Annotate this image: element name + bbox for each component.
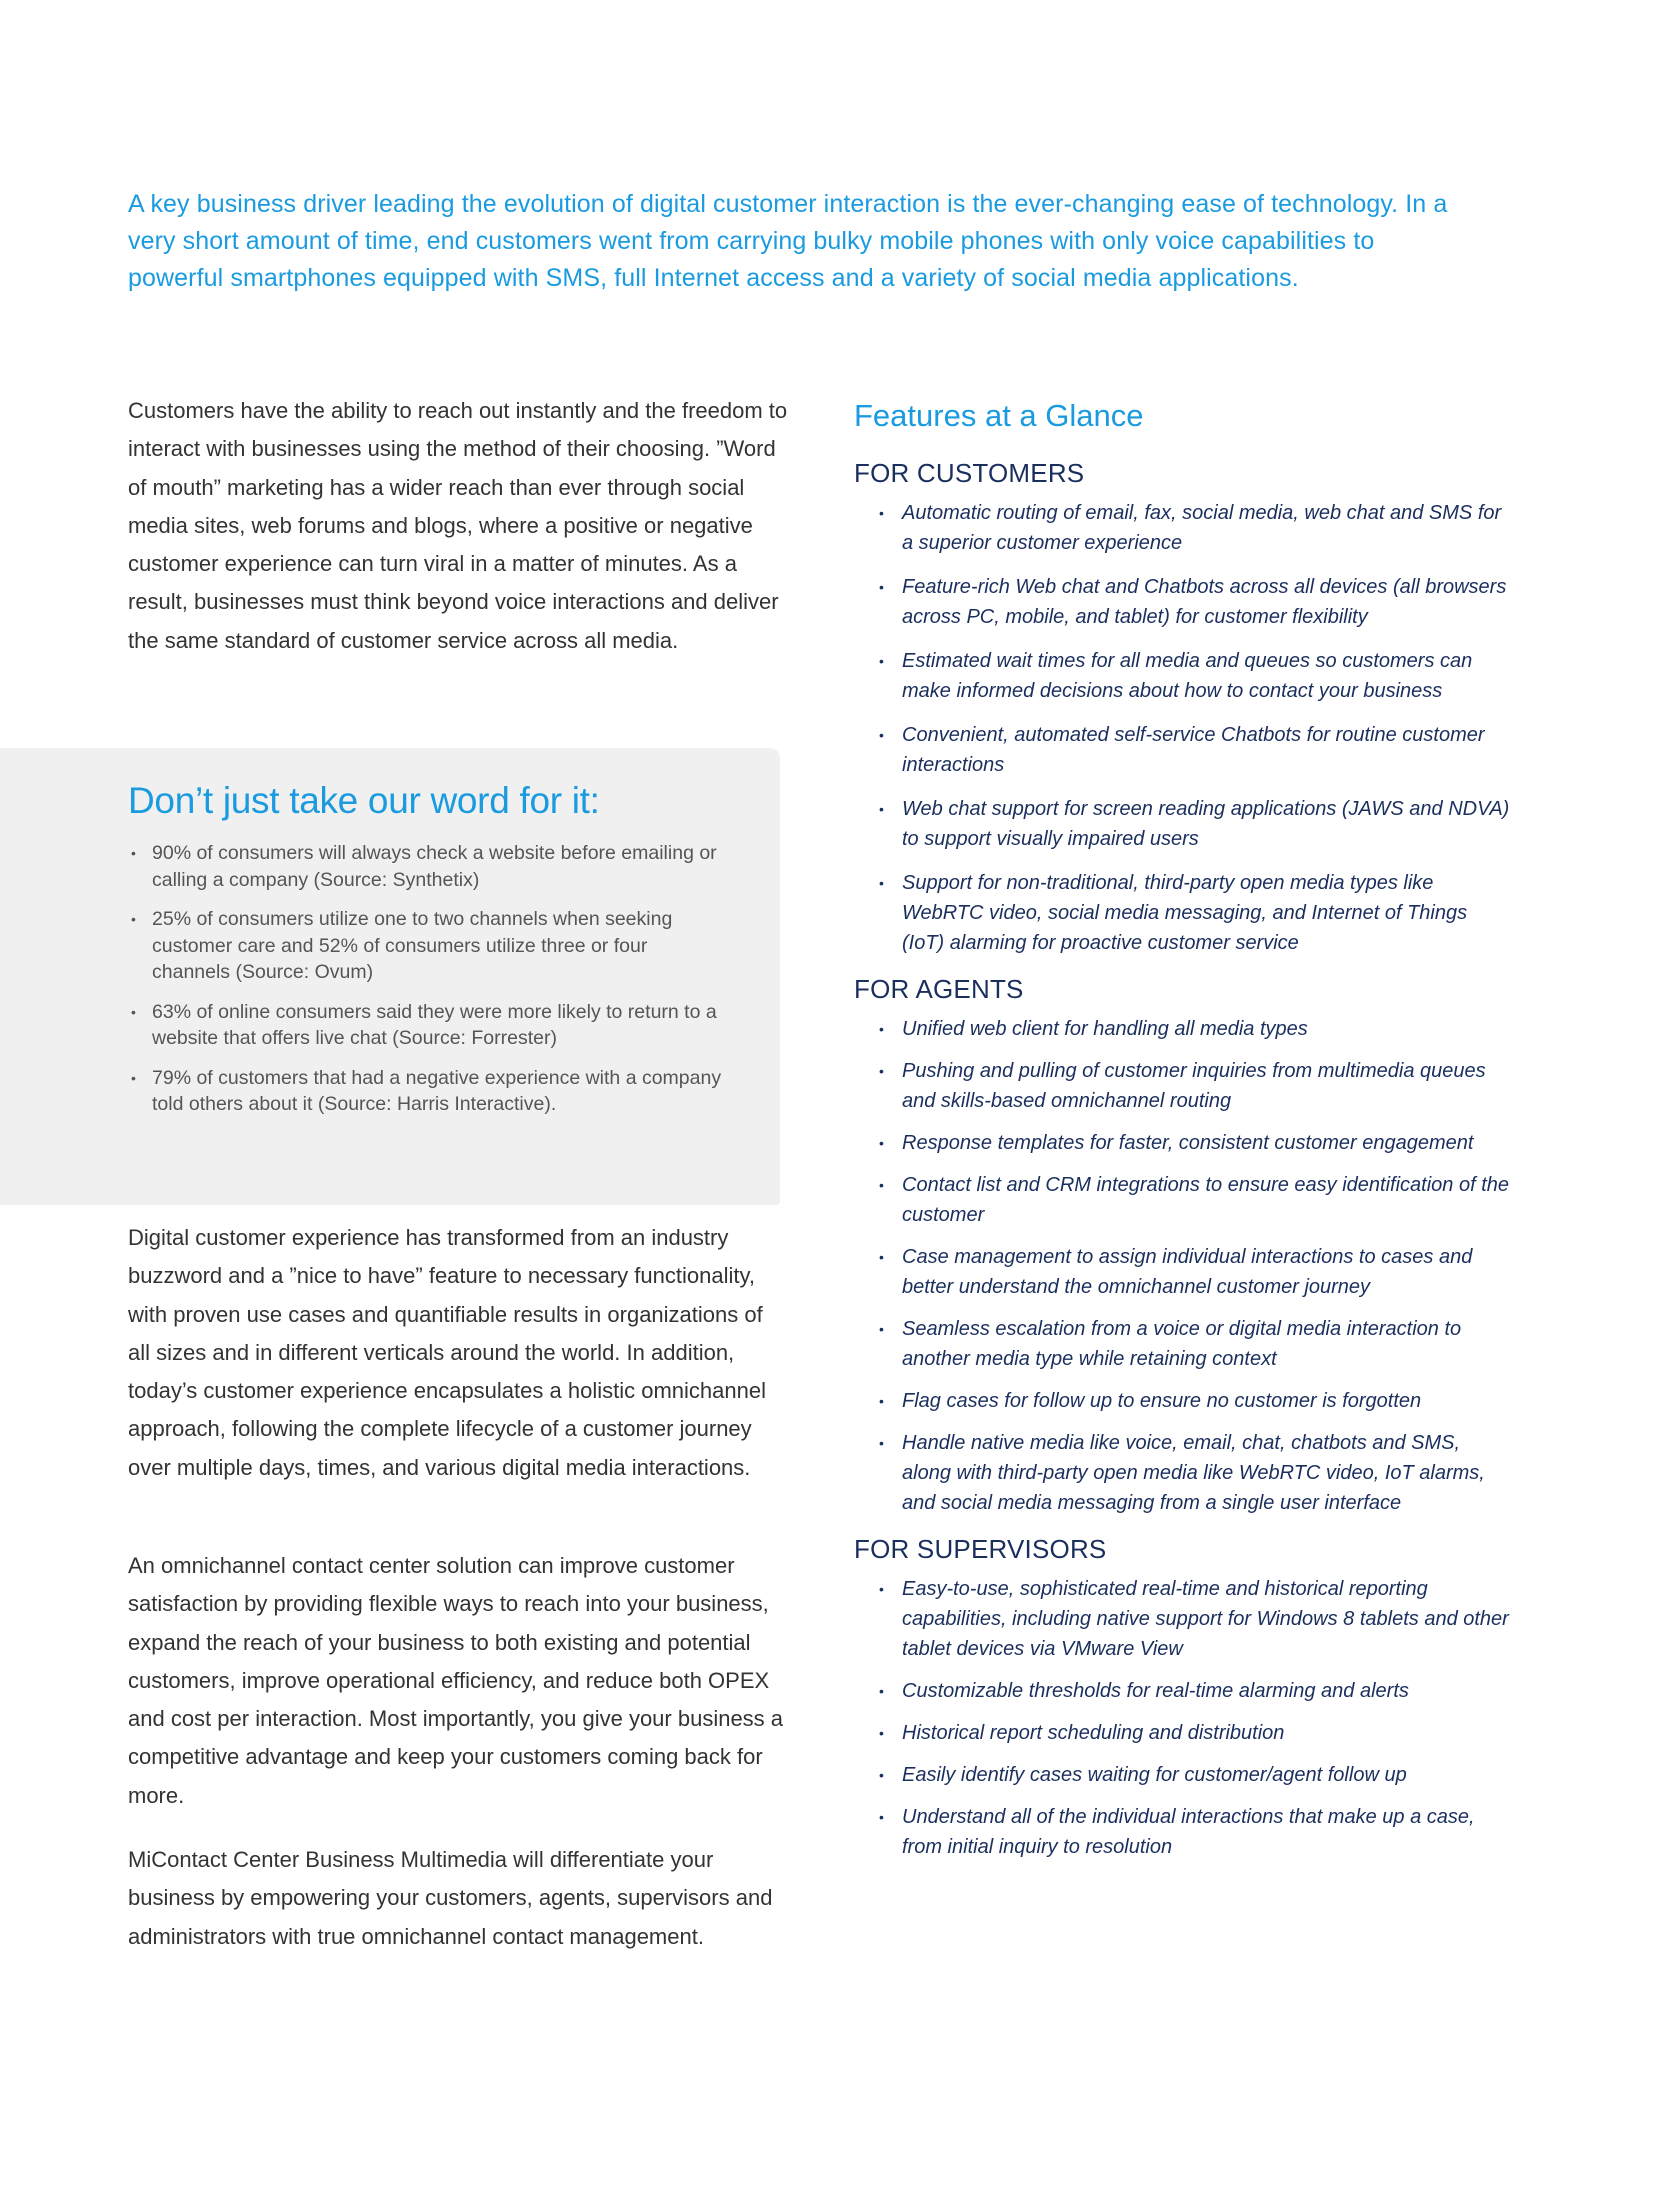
feature-text: Automatic routing of email, fax, social media, web chat and SMS for a superior customer experience (902, 502, 1502, 554)
feature-item (854, 794, 1514, 854)
bullet-icon: • (131, 1003, 136, 1020)
feature-text: Response templates for faster, consistent customer engagement (902, 1132, 1474, 1154)
feature-item (854, 868, 1514, 958)
feature-item (854, 1314, 1514, 1374)
feature-item (854, 1386, 1514, 1416)
bullet-icon: • (131, 1069, 136, 1086)
feature-text: Convenient, automated self-service Chatbots for routine customer interactions (902, 724, 1485, 776)
bullet-icon: • (879, 505, 884, 521)
bullet-icon: • (879, 653, 884, 669)
bullet-icon: • (879, 1249, 884, 1265)
bullet-icon: • (879, 801, 884, 817)
callout-title: Don’t just take our word for it: (128, 780, 600, 821)
section-heading-agents: FOR AGENTS (854, 974, 1024, 1004)
bullet-icon: • (879, 727, 884, 743)
bullet-icon: • (879, 579, 884, 595)
intro-paragraph: A key business driver leading the evolution of digital customer interaction is the ever-changing ease of technology. In a very short amount of time, end customers went from carrying bulky mobile phones with only voice capabilities to powerful smartphones equipped with SMS, full Internet access and a variety of social media applications. (128, 190, 1448, 292)
feature-item (854, 498, 1514, 558)
feature-text: Customizable thresholds for real-time alarming and alerts (902, 1680, 1409, 1702)
feature-text: Unified web client for handling all media types (902, 1018, 1308, 1040)
bullet-icon: • (131, 911, 136, 927)
bullet-icon: • (879, 1393, 884, 1409)
stat-item (128, 999, 728, 1052)
bullet-icon: • (879, 1135, 884, 1151)
bullet-icon: • (879, 1767, 884, 1783)
feature-text: Web chat support for screen reading applications (JAWS and NDVA) to support visually impaired users (902, 798, 1510, 850)
feature-text: Handle native media like voice, email, chat, chatbots and SMS, along with third-party open media like WebRTC video, IoT alarms, and social media messaging from a single user interface (902, 1432, 1485, 1514)
feature-text: Pushing and pulling of customer inquiries from multimedia queues and skills-based omnichannel routing (902, 1060, 1486, 1112)
feature-text: Support for non-traditional, third-party open media types like WebRTC video, social media messaging, and Internet of Things (IoT) alarming for proactive customer service (902, 872, 1468, 954)
stats-callout-box (0, 748, 780, 1205)
body-paragraph-1: Customers have the ability to reach out instantly and the freedom to interact with businesses using the method of their choosing. ”Word of mouth” marketing has a wider reach than ever through social media sites, web forums and blogs, where a positive or negative customer experience can turn viral in a matter of minutes. As a result, businesses must think beyond voice interactions and deliver the same standard of customer service across all media. (128, 398, 788, 653)
bullet-icon: • (879, 1435, 884, 1451)
feature-text: Understand all of the individual interactions that make up a case, from initial inquiry to resolution (902, 1806, 1475, 1858)
feature-item (854, 1676, 1514, 1706)
feature-item (854, 1170, 1514, 1230)
feature-item (854, 1428, 1514, 1518)
stat-item (128, 906, 728, 986)
feature-item (854, 1718, 1514, 1748)
stat-text: 25% of consumers utilize one to two channels when seeking customer care and 52% of consumers utilize three or four channels (Source: Ovum) (152, 908, 673, 983)
bullet-icon: • (879, 1809, 884, 1825)
feature-text: Case management to assign individual interactions to cases and better understand the omnichannel customer journey (902, 1246, 1473, 1298)
bullet-icon: • (879, 1177, 884, 1193)
feature-item (854, 1056, 1514, 1116)
stat-item (128, 840, 728, 893)
bullet-icon: • (879, 1021, 884, 1037)
agents-feature-list (854, 1014, 1514, 1518)
features-column (854, 394, 1514, 1874)
feature-item (854, 572, 1514, 632)
body-paragraph-3: An omnichannel contact center solution can improve customer satisfaction by providing flexible ways to reach into your business, expand the reach of your business to both existing and potential customers, improve operational efficiency, and reduce both OPEX and cost per interaction. Most importantly, you give your business a competitive advantage and keep your customers coming back for more. (128, 1553, 784, 1808)
section-heading-supervisors: FOR SUPERVISORS (854, 1534, 1107, 1564)
bullet-icon: • (879, 1321, 884, 1337)
feature-text: Estimated wait times for all media and queues so customers can make informed decisions about how to contact your business (902, 650, 1473, 702)
stat-text: 90% of consumers will always check a website before emailing or calling a company (Source: Synthetix) (152, 842, 717, 891)
bullet-icon: • (879, 1683, 884, 1699)
bullet-icon: • (879, 1725, 884, 1741)
body-paragraph-4: MiContact Center Business Multimedia will differentiate your business by empowering your customers, agents, supervisors and administrators with true omnichannel contact management. (128, 1847, 773, 1949)
feature-item (854, 1128, 1514, 1158)
section-heading-customers: FOR CUSTOMERS (854, 458, 1085, 488)
feature-text: Historical report scheduling and distribution (902, 1722, 1285, 1744)
bullet-icon: • (879, 875, 884, 891)
body-paragraph-2: Digital customer experience has transformed from an industry buzzword and a ”nice to have” feature to necessary functionality, with proven use cases and quantifiable results in organizations of all sizes and in different verticals around the world. In addition, today’s customer experience encapsulates a holistic omnichannel approach, following the complete lifecycle of a customer journey over multiple days, times, and various digital media interactions. (128, 1225, 766, 1480)
stat-text: 79% of customers that had a negative experience with a company told others about it (Source: Harris Interactive). (152, 1066, 722, 1115)
bullet-icon: • (879, 1581, 884, 1597)
supervisors-feature-list (854, 1574, 1514, 1862)
bullet-icon: • (131, 845, 136, 861)
feature-text: Easy-to-use, sophisticated real-time and historical reporting capabilities, including native support for Windows 8 tablets and other tablet devices via VMware View (902, 1578, 1509, 1660)
bullet-icon: • (879, 1063, 884, 1079)
features-title: Features at a Glance (854, 398, 1144, 433)
feature-item (854, 1242, 1514, 1302)
feature-text: Flag cases for follow up to ensure no customer is forgotten (902, 1390, 1422, 1412)
stat-text: 63% of online consumers said they were more likely to return to a website that offers live chat (Source: Forrester) (152, 1000, 717, 1049)
stat-item (128, 1065, 728, 1118)
feature-text: Easily identify cases waiting for customer/agent follow up (902, 1764, 1407, 1786)
feature-item (854, 1574, 1514, 1664)
feature-item (854, 1802, 1514, 1862)
feature-text: Seamless escalation from a voice or digital media interaction to another media type while retaining context (902, 1318, 1462, 1370)
feature-text: Contact list and CRM integrations to ensure easy identification of the customer (902, 1174, 1509, 1226)
customers-feature-list (854, 498, 1514, 958)
feature-text: Feature-rich Web chat and Chatbots across all devices (all browsers across PC, mobile, and tablet) for customer flexibility (902, 576, 1507, 628)
feature-item (854, 720, 1514, 780)
feature-item (854, 1014, 1514, 1044)
stats-list (128, 840, 728, 1131)
feature-item (854, 646, 1514, 706)
feature-item (854, 1760, 1514, 1790)
